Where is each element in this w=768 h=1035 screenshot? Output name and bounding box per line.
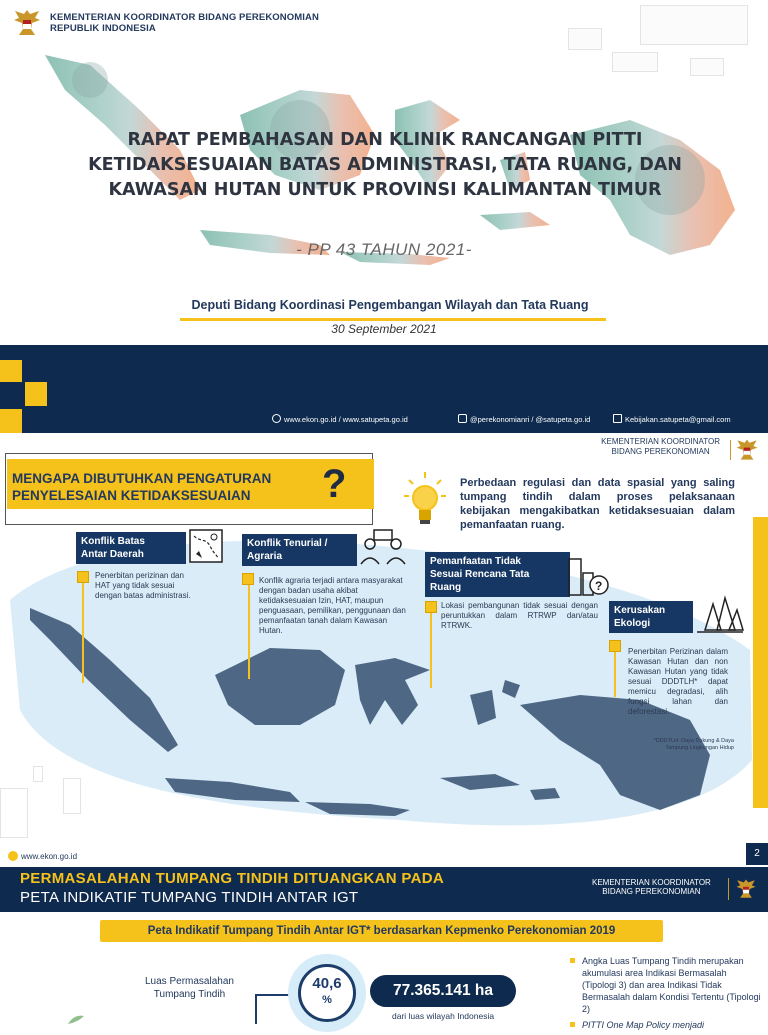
divider [728, 878, 729, 900]
overlap-percent [298, 975, 356, 1009]
slide-title [30, 128, 740, 203]
category-description: Lokasi pembangunan tidak sesuai dengan peruntukkan dalam RTRWP dan/atau RTRWK. [441, 601, 598, 630]
notes-list [570, 955, 762, 1035]
contact-links [270, 414, 768, 428]
web-link-text: www.ekon.go.id [21, 852, 78, 861]
leader-line [248, 585, 250, 679]
category-description: Penerbitan perizinan dan HAT yang tidak sesuai dengan batas administrasi. [95, 571, 191, 600]
svg-text:?: ? [595, 579, 603, 593]
category-title-line: Kerusakan [614, 605, 666, 616]
divider [180, 318, 606, 321]
note-item: PITTI One Map Policy menjadi [570, 1019, 762, 1031]
marker [609, 640, 621, 652]
ministry-line: REPUBLIK INDONESIA [50, 23, 156, 34]
category-title-line: Ruang [430, 582, 462, 593]
map-caption-banner: Peta Indikatif Tumpang Tindih Antar IGT* berdasarkan Kepmenko Perekonomian 2019 [100, 920, 663, 942]
why-description: Perbedaan regulasi dan data spasial yang saling tumpang tindih dalam proses pelaksanaan kebijakan mengakibatkan ketidaksesuaian dalam pemanfaatan ruang. [460, 477, 735, 531]
category-spatial-misuse [425, 552, 570, 597]
globe-icon [272, 414, 281, 423]
slide-subtitle: PETA INDIKATIF TUMPANG TINDIH ANTAR IGT [20, 889, 359, 906]
decor-square [0, 409, 22, 433]
marker [242, 573, 254, 585]
marker [425, 601, 437, 613]
decor-square [25, 382, 47, 406]
garuda-emblem-icon [735, 437, 759, 463]
ministry-line: BIDANG PEREKONOMIAN [602, 887, 701, 896]
dispute-people-icon [358, 528, 408, 568]
garuda-emblem-icon [735, 877, 757, 901]
category-title-line: Ekologi [614, 618, 651, 629]
ministry-name [50, 12, 319, 34]
category-title-line: Konflik Batas [81, 536, 145, 547]
ministry-name [592, 878, 711, 896]
email-link[interactable] [613, 414, 731, 424]
title-line: RAPAT PEMBAHASAN DAN KLINIK RANCANGAN PITTI [127, 130, 643, 150]
leader-line [614, 652, 616, 697]
building-question-icon [565, 553, 611, 599]
overlap-area-label [145, 975, 234, 1001]
deputy-name: Deputi Bidang Koordinasi Pengembangan Wilayah dan Tata Ruang [191, 298, 589, 312]
overlap-hectares: 77.365.141 ha [370, 975, 516, 1007]
label-line: Tumpang Tindih [153, 989, 226, 1000]
hectares-caption: dari luas wilayah Indonesia [392, 1011, 495, 1021]
why-heading [12, 470, 271, 504]
category-title-line: Sesuai Rencana Tata [430, 569, 530, 580]
globe-icon [8, 851, 18, 861]
connector-line [255, 994, 289, 996]
side-accent [753, 517, 768, 808]
email-link-text: Kebijakan.satupeta@gmail.com [625, 415, 731, 424]
instagram-icon [458, 414, 467, 423]
divider [730, 440, 731, 460]
percent-value: 40,6 [312, 975, 342, 992]
ministry-line: KEMENTERIAN KOORDINATOR [601, 437, 720, 446]
garuda-emblem-icon [12, 7, 42, 39]
map-boundary-icon [188, 528, 224, 566]
category-ecology-damage [609, 601, 693, 633]
category-title-line: Agraria [247, 551, 283, 562]
leader-line [430, 613, 432, 688]
meeting-date: 30 September 2021 [331, 322, 437, 336]
web-link[interactable] [8, 851, 77, 861]
mail-icon [613, 414, 622, 423]
category-description: Penerbitan Perizinan dalam Kawasan Hutan dan non Kawasan Hutan yang tidak sesuai DDDTLH* dapat memicu degradasi, alih fungsi lahan dan deforestasi. [628, 647, 728, 716]
note-item: Angka Luas Tumpang Tindih merupakan akumulasi area Indikasi Bermasalah (Tipologi 3) dan area Indikasi Tidak Bermasalah dalam Kondisi Tertentu (Tipologi 2) [570, 955, 762, 1015]
ministry-line: KEMENTERIAN KOORDINATOR [592, 878, 711, 887]
category-tenure-conflict [242, 534, 357, 566]
ministry-line: BIDANG PEREKONOMIAN [611, 447, 710, 456]
why-heading-line: PENYELESAIAN KETIDAKSESUAIAN [12, 488, 251, 503]
category-title-line: Konflik Tenurial / [247, 538, 328, 549]
web-link-text: www.ekon.go.id / www.satupeta.go.id [284, 415, 408, 424]
why-heading-line: MENGAPA DIBUTUHKAN PENGATURAN [12, 471, 272, 486]
slide-subtitle: - PP 43 TAHUN 2021- [296, 240, 472, 259]
page-number: 2 [746, 843, 768, 865]
ministry-name [601, 437, 720, 457]
title-line: KAWASAN HUTAN UNTUK PROVINSI KALIMANTAN TIMUR [108, 180, 662, 200]
label-line: Luas Permasalahan [145, 976, 234, 987]
question-mark-icon: ? [322, 462, 347, 506]
title-line: KETIDAKSESUAIAN BATAS ADMINISTRASI, TATA RUANG, DAN [88, 155, 682, 175]
percent-sign: % [322, 994, 332, 1006]
category-title-line: Pemanfaatan Tidak [430, 556, 521, 567]
decor-square [0, 360, 22, 382]
leader-line [82, 583, 84, 683]
category-description: Konflik agraria terjadi antara masyarakat dengan badan usaha akibat ketidaksesuaian Izin, HAT, maupun penguasaan, pemilikan, penggunaan dan pemanfaatan tanah dalam Kawasan Hutan. [259, 576, 406, 635]
leaf-icon [66, 1014, 86, 1024]
web-link[interactable] [272, 414, 408, 424]
connector-line [255, 995, 257, 1024]
social-link-text: @perekonomianri / @satupeta.go.id [470, 415, 591, 424]
slide-title: PERMASALAHAN TUMPANG TINDIH DITUANGKAN PADA [20, 870, 444, 887]
social-link[interactable] [458, 414, 590, 424]
category-title-line: Antar Daerah [81, 549, 144, 560]
category-border-conflict [76, 532, 186, 564]
faded-card [640, 5, 748, 45]
forest-icon [695, 592, 745, 638]
marker [77, 571, 89, 583]
footnote: *DDDTLH: Daya Dukung & Daya Tampung Lingkungan Hidup [653, 738, 734, 751]
ministry-line: KEMENTERIAN KOORDINATOR BIDANG PEREKONOMIAN [50, 12, 319, 23]
